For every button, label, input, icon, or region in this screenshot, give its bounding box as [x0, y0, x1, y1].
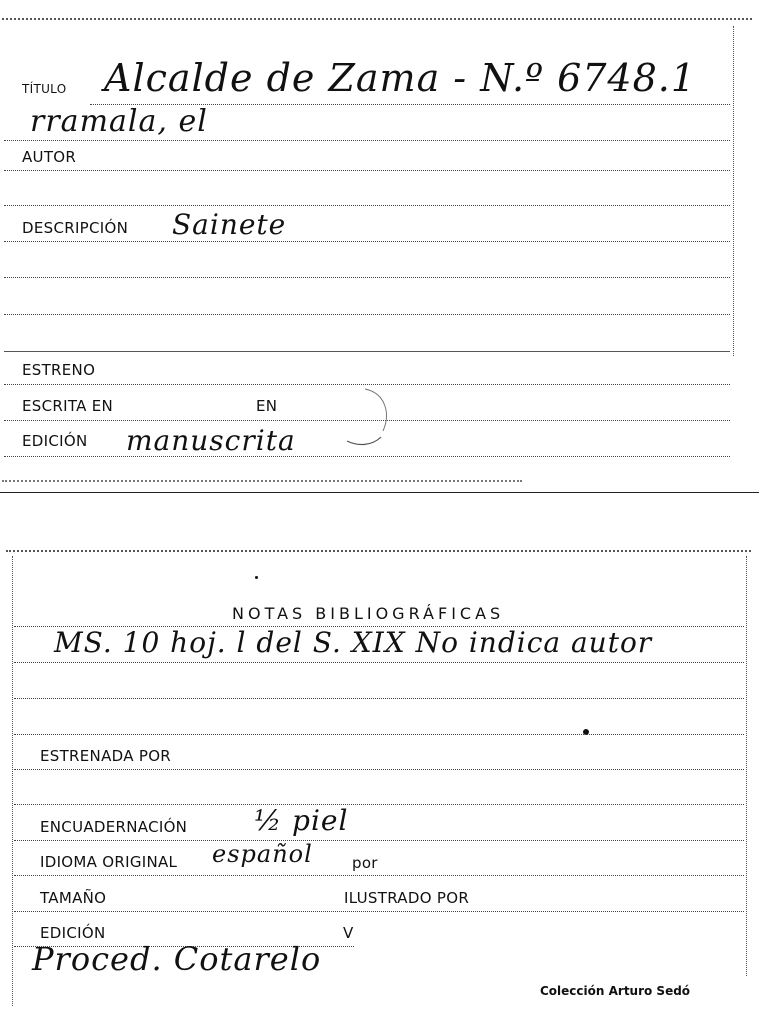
titulo-label: TÍTULO	[22, 82, 67, 96]
edicion-label: EDICIÓN	[40, 924, 106, 942]
card-separator	[0, 492, 759, 493]
edicion-label: EDICIÓN	[22, 432, 88, 450]
titulo-value-continued: rramala, el	[30, 104, 208, 139]
descripcion-line-2	[4, 277, 730, 278]
autor-line	[4, 170, 730, 171]
descripcion-line-4	[4, 351, 730, 352]
catalog-card-back	[0, 540, 759, 1028]
tamano-line	[14, 911, 744, 912]
collection-footer: Colección Arturo Sedó	[540, 984, 691, 998]
edicion-value: Proced. Cotarelo	[32, 940, 322, 978]
estrenada-por-line	[14, 769, 744, 770]
card-left-border	[12, 556, 13, 1006]
stamp-trace	[325, 385, 395, 455]
edicion-value: manuscrita	[126, 424, 296, 457]
ink-speck	[255, 576, 258, 579]
estrenada-por-line-2	[14, 804, 744, 805]
autor-line-2	[4, 205, 730, 206]
escrita-en-label: ESCRITA EN	[22, 397, 114, 415]
idioma-original-value: español	[212, 840, 313, 868]
card-right-border	[746, 556, 747, 976]
card-top-edge	[2, 18, 752, 20]
estrenada-por-label: ESTRENADA POR	[40, 747, 172, 765]
descripcion-line	[4, 241, 730, 242]
encuadernacion-line	[14, 840, 744, 841]
notas-line-3	[14, 698, 744, 699]
v-label: V	[343, 924, 354, 942]
notas-value: MS. 10 hoj. l del S. XIX No indica autor	[54, 626, 653, 659]
edicion-line	[4, 456, 730, 457]
notas-line-4	[14, 734, 744, 735]
idioma-line	[14, 875, 744, 876]
idioma-original-label: IDIOMA ORIGINAL	[40, 853, 178, 871]
notas-heading: NOTAS BIBLIOGRÁFICAS	[232, 604, 505, 623]
titulo-line-2	[4, 140, 730, 141]
descripcion-value: Sainete	[172, 208, 287, 241]
descripcion-label: DESCRIPCIÓN	[22, 219, 129, 237]
encuadernacion-label: ENCUADERNACIÓN	[40, 818, 188, 836]
descripcion-line-3	[4, 314, 730, 315]
titulo-value: Alcalde de Zama - N.º 6748.1	[104, 56, 697, 100]
card-top-edge	[6, 550, 751, 552]
card-bottom-edge	[2, 480, 522, 482]
en-label: EN	[256, 397, 278, 415]
encuadernacion-value: ½ piel	[254, 804, 349, 837]
estreno-label: ESTRENO	[22, 361, 96, 379]
ilustrado-por-label: ILUSTRADO POR	[344, 889, 470, 907]
card-right-border	[733, 26, 734, 356]
autor-label: AUTOR	[22, 148, 77, 166]
notas-line-2	[14, 662, 744, 663]
por-label: por	[352, 854, 378, 872]
catalog-card-front	[0, 0, 759, 500]
tamano-label: TAMAÑO	[40, 889, 107, 907]
